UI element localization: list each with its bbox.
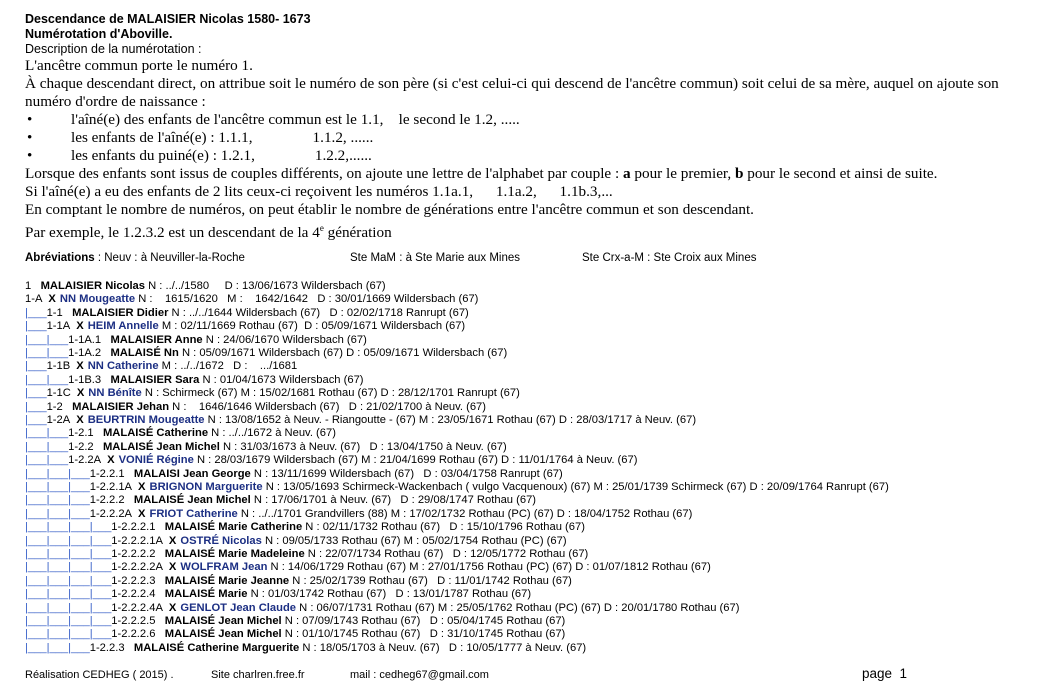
person-info: N : 13/08/1652 à Neuv. - Riangoutte - (67) M : 23/05/1671 Rothau (67) D : 28/03/1717 à Neuv. (67) bbox=[207, 414, 697, 426]
tree-number: 1-1A.2 bbox=[68, 347, 102, 359]
tree-row bbox=[25, 320, 465, 333]
tree-number: 1-2.2.2A bbox=[89, 507, 133, 520]
tree-number: 1-1A bbox=[46, 320, 71, 333]
tree-number: 1-2A bbox=[46, 414, 71, 426]
tree-number: 1-2.2.2.3 bbox=[111, 574, 156, 587]
spouse-marker: X bbox=[76, 414, 84, 426]
person-name: BEURTRIN Mougeatte bbox=[87, 414, 205, 426]
person-name: MALAISIER Nicolas bbox=[40, 280, 145, 292]
tree-connector: |___ bbox=[25, 387, 47, 400]
person-name: MALAISIER Anne bbox=[110, 333, 203, 346]
person-name: WOLFRAM Jean bbox=[180, 561, 268, 574]
tree-number: 1-2.2.2.1A bbox=[111, 534, 163, 547]
tree-number: 1-2.2.2.4A bbox=[111, 601, 163, 614]
tree-number: 1-2.2.2.2 bbox=[111, 548, 156, 560]
person-info: N : 01/10/1745 Rothau (67) D : 31/10/1745 Rothau (67) bbox=[284, 628, 566, 641]
tree-row bbox=[25, 441, 507, 454]
spouse-marker: X bbox=[138, 481, 146, 493]
tree-row bbox=[25, 602, 739, 615]
tree-number: 1-2.2.2.2A bbox=[111, 561, 163, 574]
person-name: GENLOT Jean Claude bbox=[180, 601, 297, 614]
person-name: MALAISIER Didier bbox=[72, 306, 169, 319]
spouse-marker: X bbox=[168, 534, 177, 547]
tree-connector: |___|___|___|___ bbox=[25, 574, 112, 587]
person-info: N : 02/11/1732 Rothau (67) D : 15/10/1796 Rothau (67) bbox=[305, 521, 585, 534]
person-name: MALAISÉ Jean Michel bbox=[102, 440, 220, 453]
tree-connector: |___ bbox=[25, 400, 47, 413]
person-name: MALAISIER Sara bbox=[110, 373, 200, 386]
tree-connector: |___|___ bbox=[25, 333, 69, 346]
desc-paragraph-4: Si l'aîné(e) a eu des enfants de 2 lits ceux-ci reçoivent les numéros 1.1a.1, 1.1a.2, 1.1b.3,... bbox=[25, 183, 613, 200]
person-name: MALAISÉ Marie Catherine bbox=[164, 521, 303, 534]
tree-connector: |___|___|___ bbox=[25, 507, 90, 520]
tree-number: 1-2 bbox=[46, 400, 63, 413]
spouse-marker: X bbox=[76, 360, 84, 373]
person-name: MALAISIER Jehan bbox=[72, 400, 170, 413]
tree-row bbox=[25, 494, 536, 507]
person-name: BRIGNON Marguerite bbox=[149, 481, 263, 493]
tree-connector: |___|___ bbox=[25, 373, 69, 386]
person-info: N : 17/06/1701 à Neuv. (67) D : 29/08/1747 Rothau (67) bbox=[253, 494, 537, 507]
tree-row bbox=[25, 374, 364, 387]
tree-row bbox=[25, 588, 531, 601]
person-info: N : 14/06/1729 Rothau (67) M : 27/01/1756 Rothau (PC) (67) D : 01/07/1812 Rothau (67) bbox=[270, 561, 711, 574]
person-info: N : ../../1644 Wildersbach (67) D : 02/02/1718 Ranrupt (67) bbox=[171, 306, 469, 319]
tree-row bbox=[25, 548, 588, 561]
tree-row bbox=[25, 360, 297, 373]
spouse-marker: X bbox=[138, 507, 146, 520]
person-name: OSTRÉ Nicolas bbox=[180, 534, 262, 547]
person-name: MALAISÉ Marie bbox=[164, 588, 248, 601]
tree-row bbox=[25, 414, 696, 427]
person-name: MALAISÉ Nn bbox=[110, 347, 179, 359]
tree-number: 1-2.2A bbox=[68, 454, 102, 467]
tree-connector: |___|___ bbox=[25, 440, 69, 453]
tree-number: 1-1C bbox=[46, 387, 71, 400]
person-info: N : Schirmeck (67) M : 15/02/1681 Rothau (67) D : 28/12/1701 Ranrupt (67) bbox=[144, 387, 520, 400]
tree-number: 1-1 bbox=[46, 306, 63, 319]
tree-row bbox=[25, 642, 586, 655]
tree-number: 1-2.2.2 bbox=[89, 494, 125, 507]
footer-credit: Réalisation CEDHEG ( 2015) . bbox=[25, 669, 174, 681]
person-name: MALAISÉ Marie Madeleine bbox=[164, 548, 305, 560]
desc-paragraph-2: À chaque descendant direct, on attribue soit le numéro de son père (si c'est celui-ci qui descend de l'ancêtre commun) soit celui de sa mère, auquel on ajoute son numéro d'ordre de naissance : bbox=[25, 75, 999, 110]
person-info: N : 22/07/1734 Rothau (67) D : 12/05/1772 Rothau (67) bbox=[307, 548, 589, 560]
person-info: N : ../../1701 Grandvillers (88) M : 17/02/1732 Rothau (PC) (67) D : 18/04/1752 Rothau (67) bbox=[240, 507, 693, 520]
numbering-description bbox=[25, 57, 1030, 242]
desc-paragraph-3: Lorsque des enfants sont issus de couples différents, on ajoute une lettre de l'alphabet par couple : a pour le premier, b pour le second et ainsi de suite. bbox=[25, 165, 938, 182]
tree-row bbox=[25, 481, 889, 494]
tree-row bbox=[25, 293, 478, 306]
person-info: N : ../../1580 D : 13/06/1673 Wildersbach (67) bbox=[148, 280, 386, 292]
tree-row bbox=[25, 454, 637, 467]
tree-row bbox=[25, 521, 585, 534]
description-label: Description de la numérotation : bbox=[25, 42, 202, 56]
desc-paragraph-1: L'ancêtre commun porte le numéro 1. bbox=[25, 57, 253, 74]
person-info: M : ../../1672 D : .../1681 bbox=[161, 360, 298, 373]
person-info: N : 31/03/1673 à Neuv. (67) D : 13/04/1750 à Neuv. (67) bbox=[222, 440, 507, 453]
tree-number: 1-2.1 bbox=[68, 427, 94, 440]
person-name: NN Bénîte bbox=[88, 387, 142, 400]
person-info: M : 02/11/1669 Rothau (67) D : 05/09/1671 Wildersbach (67) bbox=[161, 320, 466, 333]
abbreviations-label: Abréviations bbox=[25, 252, 95, 264]
tree-connector: |___|___ bbox=[25, 427, 69, 440]
desc-paragraph-6: Par exemple, le 1.2.3.2 est un descendant de la 4e génération bbox=[25, 223, 392, 242]
person-info: N : 13/05/1693 Schirmeck-Wackenbach ( vulgo Vacquenoux) (67) M : 25/01/1739 Schirmeck (67) D : 20/09/1764 Ranrupt (67) bbox=[265, 481, 889, 493]
tree-row bbox=[25, 508, 692, 521]
desc-paragraph-5: En comptant le nombre de numéros, on peut établir le nombre de générations entre l'ancêtre commun et son descendant. bbox=[25, 201, 754, 218]
tree-connector: |___|___|___ bbox=[25, 494, 90, 507]
person-name: NN Mougeatte bbox=[59, 293, 136, 306]
tree-number: 1-1A.1 bbox=[68, 333, 102, 346]
tree-row bbox=[25, 401, 486, 414]
person-info: N : 01/03/1742 Rothau (67) D : 13/01/1787 Rothau (67) bbox=[250, 588, 532, 601]
person-info: N : 28/03/1679 Wildersbach (67) M : 21/04/1699 Rothau (67) D : 11/01/1764 à Neuv. (67) bbox=[196, 454, 638, 467]
tree-number: 1-2.2.3 bbox=[89, 641, 125, 654]
abbr-neuv: : Neuv : à Neuviller-la-Roche bbox=[94, 252, 245, 264]
tree-connector: |___|___|___|___ bbox=[25, 534, 112, 547]
tree-connector: |___|___|___|___ bbox=[25, 615, 112, 627]
bullet-icon: • bbox=[27, 147, 33, 164]
tree-row bbox=[25, 615, 565, 628]
tree-row bbox=[25, 575, 572, 588]
tree-number: 1-1B.3 bbox=[68, 373, 102, 386]
bullet-icon: • bbox=[27, 129, 33, 146]
tree-row bbox=[25, 280, 386, 293]
person-info: N : 25/02/1739 Rothau (67) D : 11/01/1742 Rothau (67) bbox=[292, 574, 572, 587]
tree-row bbox=[25, 387, 520, 400]
tree-number: 1-1B bbox=[46, 360, 71, 373]
tree-row bbox=[25, 561, 711, 574]
tree-connector: |___ bbox=[25, 320, 47, 333]
tree-connector: |___|___|___ bbox=[25, 467, 90, 480]
document-subtitle: Numérotation d'Aboville. bbox=[25, 27, 173, 41]
tree-number: 1-2.2 bbox=[68, 440, 94, 453]
person-name: MALAISÉ Catherine Marguerite bbox=[133, 641, 300, 654]
tree-connector: |___|___|___ bbox=[25, 481, 90, 493]
tree-connector: |___|___ bbox=[25, 454, 69, 467]
person-info: N : 24/06/1670 Wildersbach (67) bbox=[205, 333, 367, 346]
footer-mail: mail : cedheg67@gmail.com bbox=[350, 669, 489, 681]
spouse-marker: X bbox=[168, 601, 177, 614]
spouse-marker: X bbox=[76, 320, 84, 333]
tree-connector: |___|___ bbox=[25, 347, 69, 359]
tree-row bbox=[25, 628, 565, 641]
person-name: VONIÉ Régine bbox=[118, 454, 194, 467]
person-name: HEIM Annelle bbox=[87, 320, 159, 333]
person-name: MALAISÉ Catherine bbox=[102, 427, 209, 440]
tree-connector: |___ bbox=[25, 414, 47, 426]
spouse-marker: X bbox=[168, 561, 177, 574]
spouse-marker: X bbox=[76, 387, 85, 400]
tree-row bbox=[25, 334, 367, 347]
person-info: N : 01/04/1673 Wildersbach (67) bbox=[202, 373, 364, 386]
person-info: N : 18/05/1703 à Neuv. (67) D : 10/05/1777 à Neuv. (67) bbox=[302, 641, 587, 654]
abbr-ste-crx: Ste Crx-a-M : Ste Croix aux Mines bbox=[582, 252, 757, 264]
tree-row bbox=[25, 535, 567, 548]
person-info: N : 1646/1646 Wildersbach (67) D : 21/02/1700 à Neuv. (67) bbox=[172, 400, 487, 413]
person-name: FRIOT Catherine bbox=[149, 507, 238, 520]
spouse-marker: X bbox=[48, 293, 56, 306]
tree-number: 1 bbox=[25, 280, 32, 292]
bullet-icon: • bbox=[27, 111, 33, 128]
tree-connector: |___|___|___ bbox=[25, 641, 90, 654]
tree-row bbox=[25, 427, 336, 440]
person-name: MALAISÉ Jean Michel bbox=[133, 494, 251, 507]
spouse-marker: X bbox=[107, 454, 115, 467]
abbr-ste-mam: Ste MaM : à Ste Marie aux Mines bbox=[350, 252, 521, 264]
tree-connector: |___|___|___|___ bbox=[25, 628, 112, 641]
person-info: N : 07/09/1743 Rothau (67) D : 05/04/1745 Rothau (67) bbox=[284, 615, 566, 627]
tree-number: 1-2.2.2.5 bbox=[111, 615, 156, 627]
person-name: MALAISÉ Jean Michel bbox=[164, 615, 282, 627]
person-info: N : 1615/1620 M : 1642/1642 D : 30/01/1669 Wildersbach (67) bbox=[138, 293, 479, 306]
tree-row bbox=[25, 307, 469, 320]
document-title: Descendance de MALAISIER Nicolas 1580- 1673 bbox=[25, 12, 311, 26]
footer-site: Site charlren.free.fr bbox=[211, 669, 305, 681]
person-name: NN Catherine bbox=[87, 360, 159, 373]
tree-connector: |___|___|___|___ bbox=[25, 548, 112, 560]
page-number: page 1 bbox=[862, 666, 908, 681]
person-info: N : 09/05/1733 Rothau (67) M : 05/02/1754 Rothau (PC) (67) bbox=[264, 534, 567, 547]
tree-number: 1-2.2.1 bbox=[89, 467, 125, 480]
tree-number: 1-2.2.2.4 bbox=[111, 588, 156, 601]
tree-number: 1-2.2.1A bbox=[89, 481, 133, 493]
person-info: N : 05/09/1671 Wildersbach (67) D : 05/09/1671 Wildersbach (67) bbox=[181, 347, 508, 359]
tree-row bbox=[25, 468, 563, 481]
tree-number: 1-2.2.2.1 bbox=[111, 521, 156, 534]
tree-connector: |___|___|___|___ bbox=[25, 588, 112, 601]
desc-bullet-3: • les enfants du puiné(e) : 1.2.1, 1.2.2,...... bbox=[27, 147, 372, 164]
person-name: MALAISÉ Marie Jeanne bbox=[164, 574, 290, 587]
person-info: N : 13/11/1699 Wildersbach (67) D : 03/04/1758 Ranrupt (67) bbox=[253, 467, 563, 480]
tree-connector: |___|___|___|___ bbox=[25, 601, 112, 614]
tree-connector: |___|___|___|___ bbox=[25, 521, 112, 534]
tree-connector: |___ bbox=[25, 306, 47, 319]
tree-number: 1-2.2.2.6 bbox=[111, 628, 156, 641]
tree-row bbox=[25, 347, 507, 360]
person-info: N : 06/07/1731 Rothau (67) M : 25/05/1762 Rothau (PC) (67) D : 20/01/1780 Rothau (67) bbox=[299, 601, 740, 614]
person-info: N : ../../1672 à Neuv. (67) bbox=[211, 427, 336, 440]
person-name: MALAISI Jean George bbox=[133, 467, 251, 480]
tree-connector: |___|___|___|___ bbox=[25, 561, 112, 574]
desc-bullet-1: • l'aîné(e) des enfants de l'ancêtre commun est le 1.1, le second le 1.2, ..... bbox=[27, 111, 520, 128]
person-name: MALAISÉ Jean Michel bbox=[164, 628, 282, 641]
tree-number: 1-A bbox=[25, 293, 43, 306]
desc-bullet-2: • les enfants de l'aîné(e) : 1.1.1, 1.1.2, ...... bbox=[27, 129, 374, 146]
tree-connector: |___ bbox=[25, 360, 47, 373]
